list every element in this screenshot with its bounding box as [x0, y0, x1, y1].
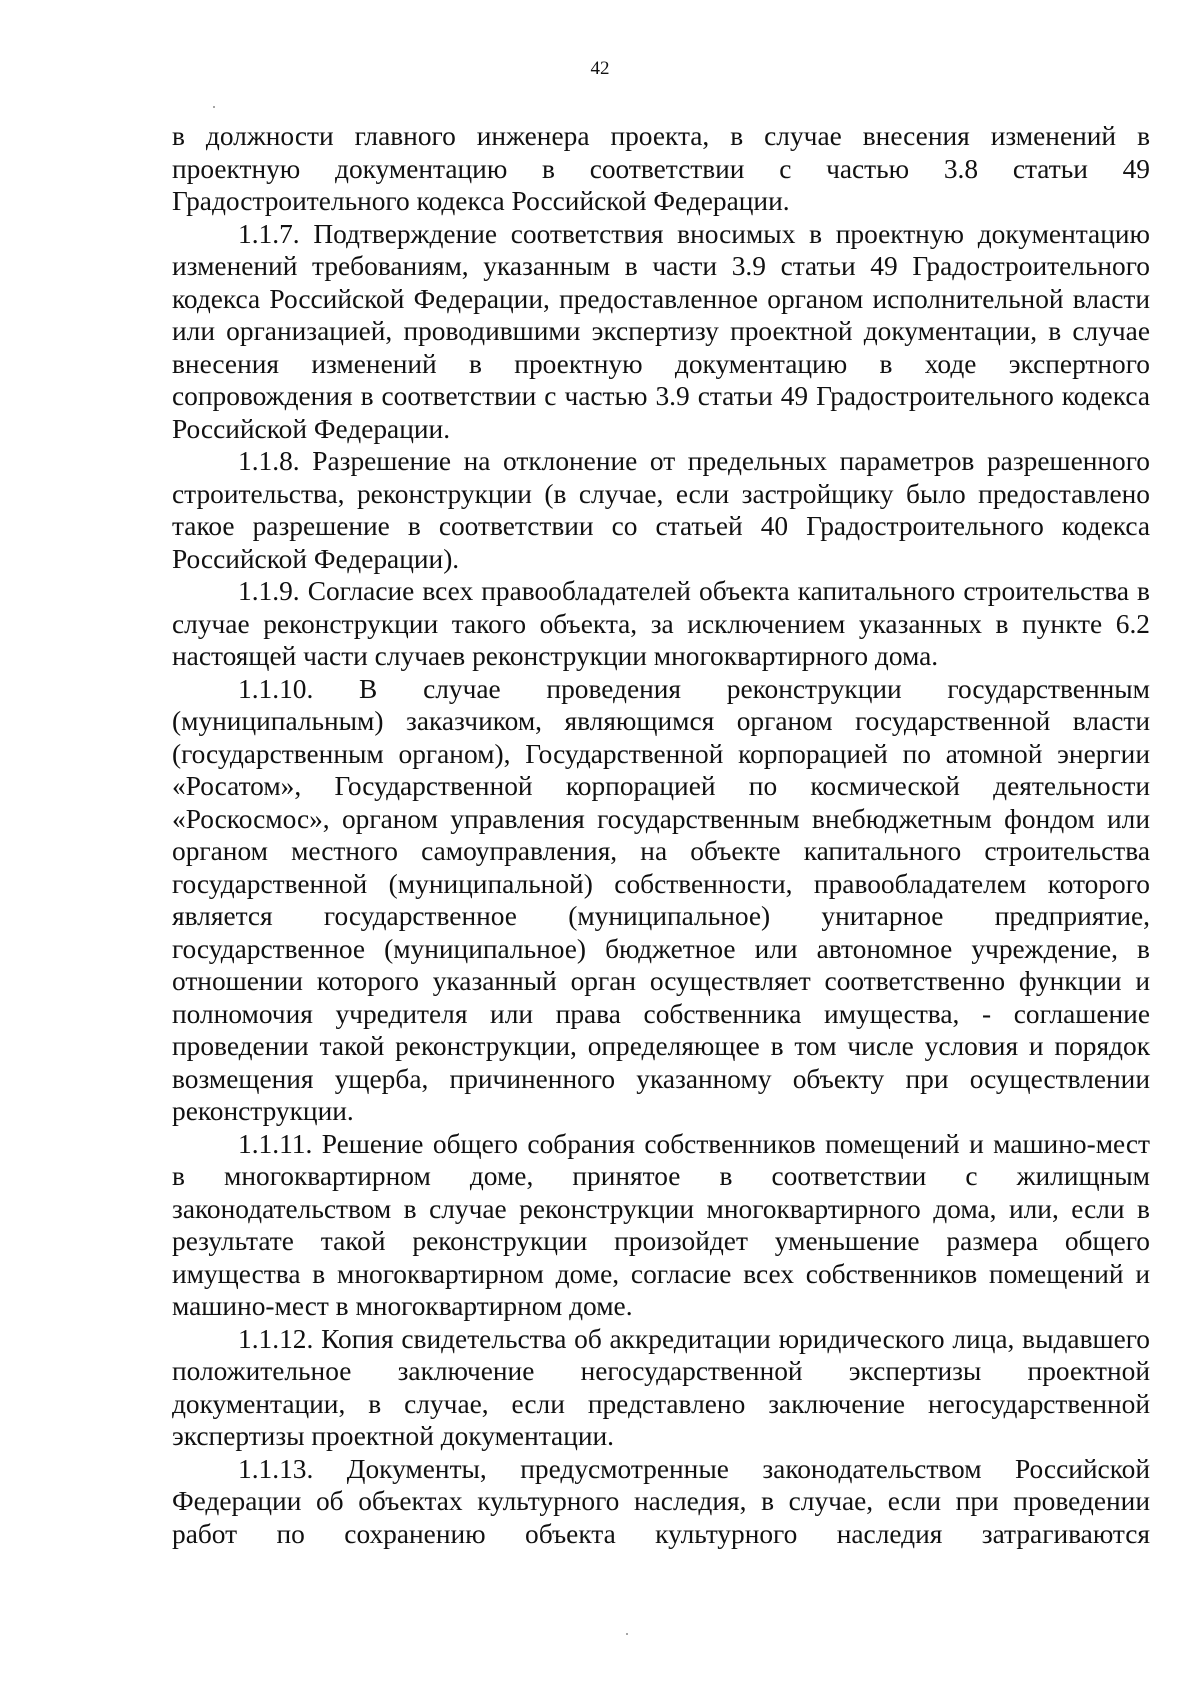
document-body: [172, 120, 1150, 1550]
paragraph-1-1-9: 1.1.9. Согласие всех правообладателей объекта капитального строительства в случае реконструкции такого объекта, за исключением указанных в пункте 6.2 настоящей части случаев реконструкции многоквартирного дома.: [172, 576, 1150, 671]
paragraph-1-1-13: 1.1.13. Документы, предусмотренные законодательством Российской Федерации об объектах культурного наследия, в случае, если при проведении работ по сохранению объекта культурного наследия затрагиваются: [172, 1453, 1150, 1549]
scan-speck: [213, 106, 215, 108]
paragraph-1-1-7: 1.1.7. Подтверждение соответствия вносимых в проектную документацию изменений требованиям, указанным в части 3.9 статьи 49 Градостроительного кодекса Российской Федерации, предоставленное органом исполнительной власти или организацией, проводившими экспертизу проектной документации, в случае внесения изменений в проектную документацию в ходе экспертного сопровождения в соответствии с частью 3.9 статьи 49 Градостроительного кодекса Российской Федерации.: [172, 218, 1150, 444]
paragraph-1-1-11: 1.1.11. Решение общего собрания собственников помещений и машино-мест в многоквартирном доме, принятое в соответствии с жилищным законодательством в случае реконструкции многоквартирного дома, или, если в результате такой реконструкции произойдет уменьшение размера общего имущества в многоквартирном доме, согласие всех собственников помещений и машино-мест в многоквартирном доме.: [172, 1128, 1150, 1321]
page-number: 42: [590, 58, 610, 79]
scan-speck: [626, 1633, 628, 1635]
paragraph-1-1-10: 1.1.10. В случае проведения реконструкции государственным (муниципальным) заказчиком, являющимся органом государственной власти (государственным органом), Государственной корпорацией по атомной энергии «Росатом», Государственной корпорацией по космической деятельности «Роскосмос», органом управления государственным внебюджетным фондом или органом местного самоуправления, на объекте капитального строительства государственной (муниципальной) собственности, правообладателем которого является государственное (муниципальное) унитарное предприятие, государственное (муниципальное) бюджетное или автономное учреждение, в отношении которого указанный орган осуществляет соответственно функции и полномочия учредителя или права собственника имущества, - соглашение проведении такой реконструкции, определяющее в том числе условия и порядок возмещения ущерба, причиненного указанному объекту при осуществлении реконструкции.: [172, 673, 1150, 1126]
paragraph-1-1-8: 1.1.8. Разрешение на отклонение от предельных параметров разрешенного строительства, реконструкции (в случае, если застройщику было предоставлено такое разрешение в соответствии со статьей 40 Градостроительного кодекса Российской Федерации).: [172, 446, 1150, 574]
paragraph-continuation: в должности главного инженера проекта, в случае внесения изменений в проектную документацию в соответствии с частью 3.8 статьи 49 Градостроительного кодекса Российской Федерации.: [172, 121, 1150, 216]
paragraph-1-1-12: 1.1.12. Копия свидетельства об аккредитации юридического лица, выдавшего положительное заключение негосударственной экспертизы проектной документации, в случае, если представлено заключение негосударственной экспертизы проектной документации.: [172, 1323, 1150, 1451]
